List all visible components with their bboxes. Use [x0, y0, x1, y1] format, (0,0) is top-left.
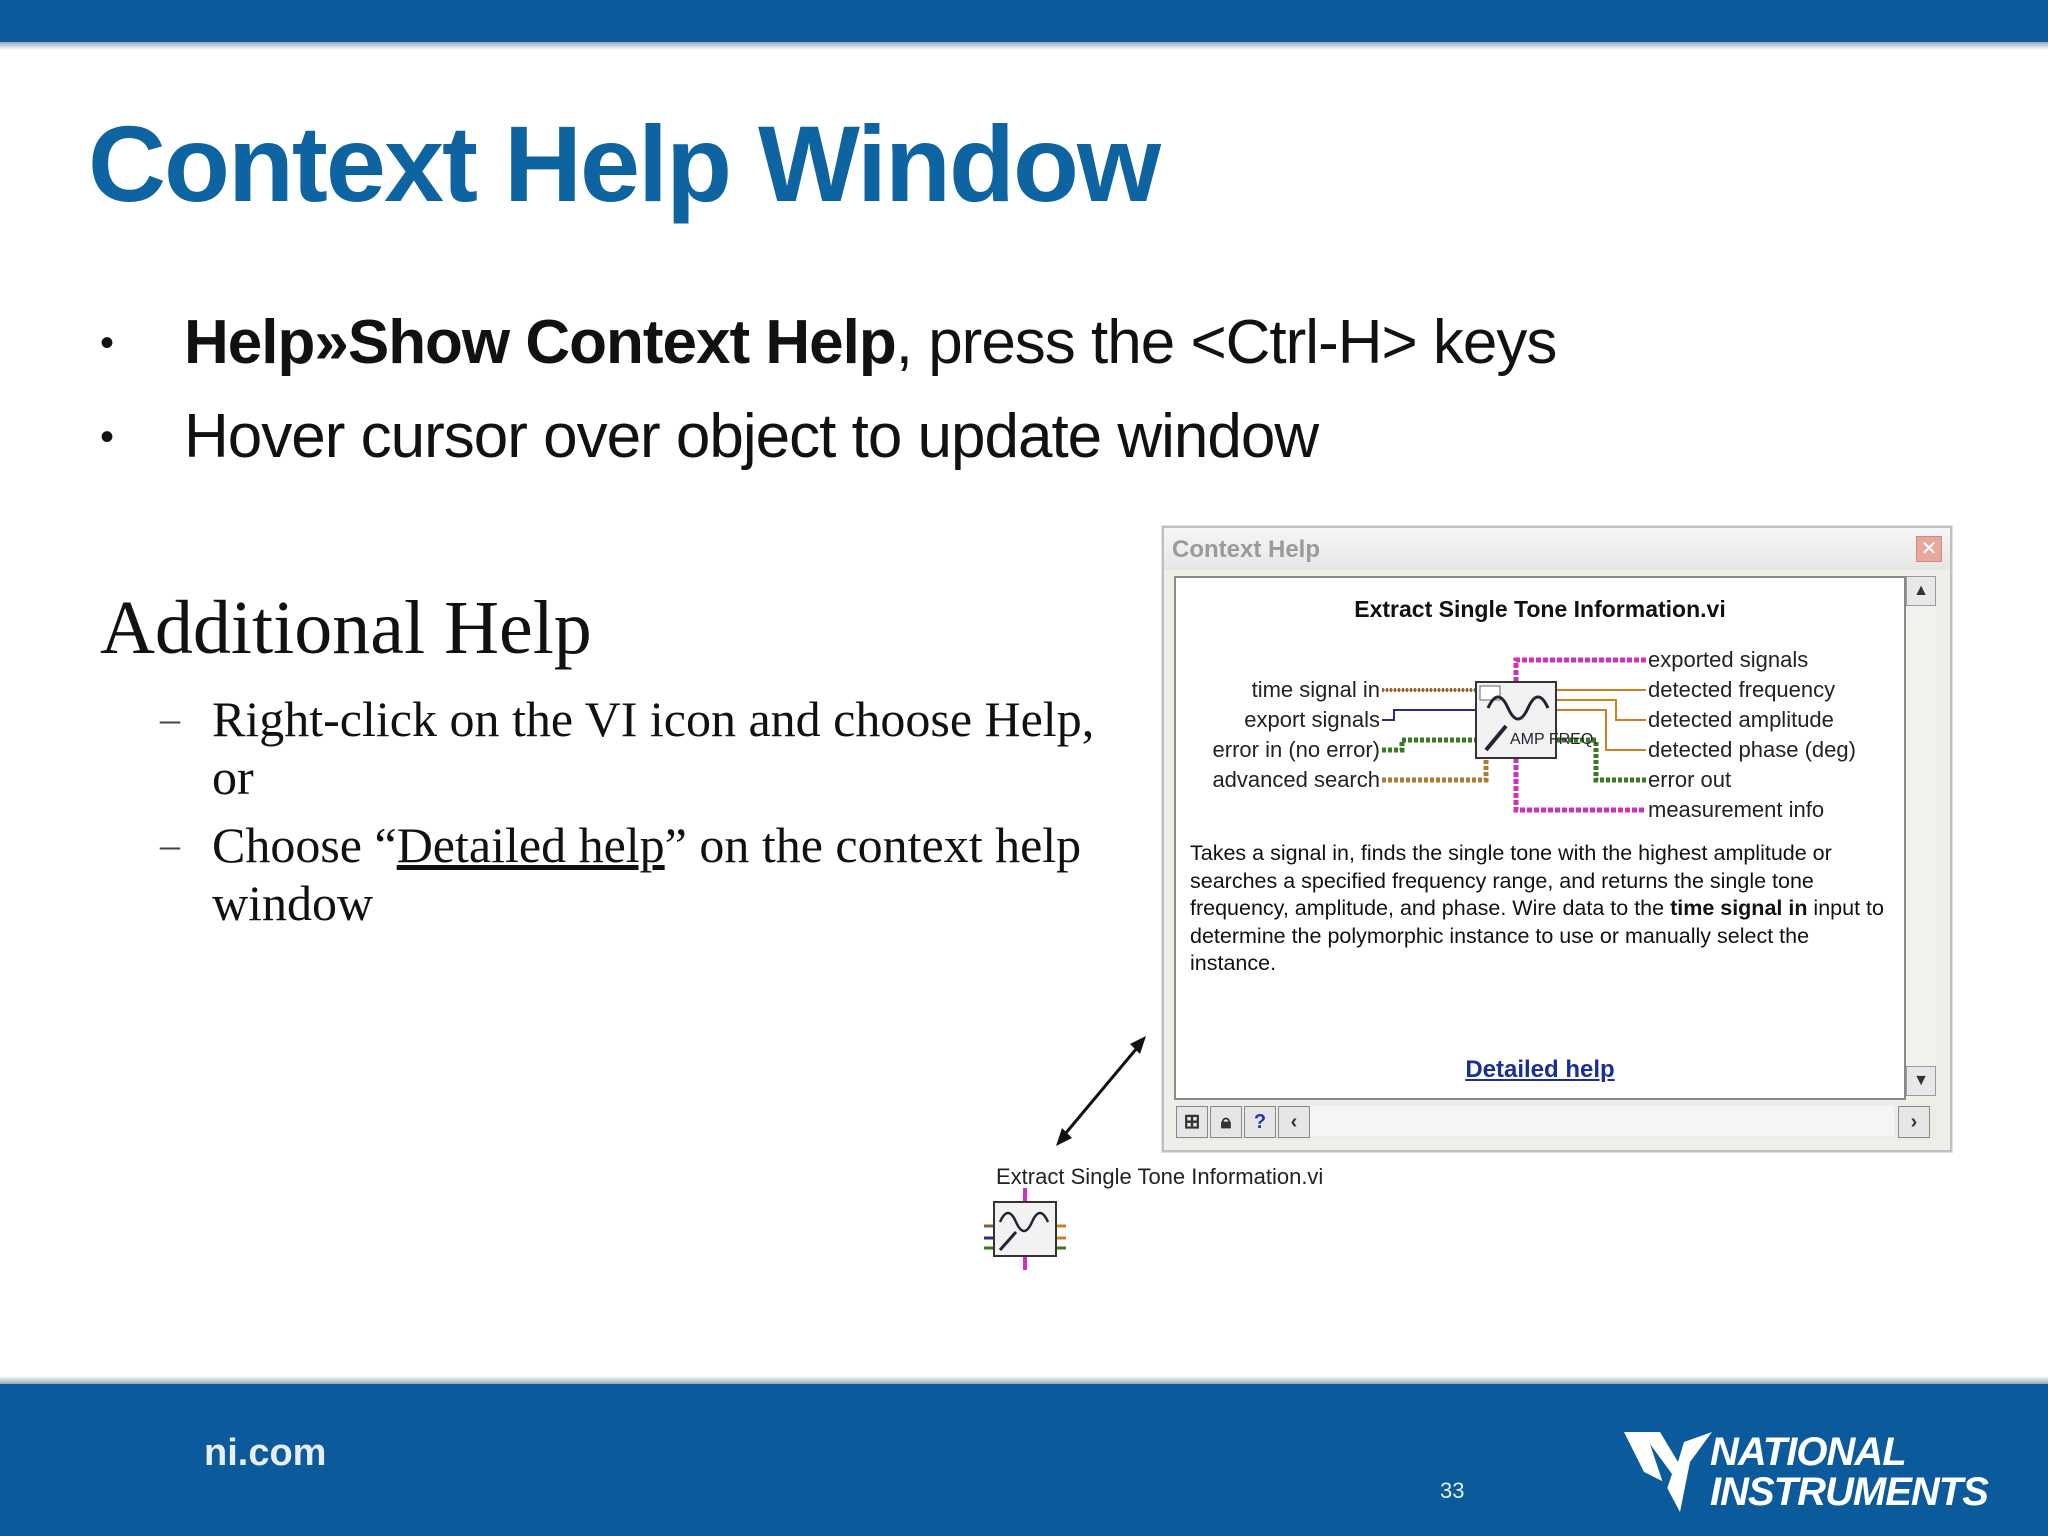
help-question-icon[interactable]: ? [1244, 1106, 1276, 1138]
output-label: detected amplitude [1648, 707, 1834, 732]
context-help-title: Context Help [1172, 536, 1321, 563]
vi-icon[interactable] [980, 1182, 1070, 1272]
detailed-help-link[interactable]: Detailed help [1465, 1056, 1615, 1083]
bullet-bold-text: Help»Show Context Help [184, 308, 896, 377]
output-label: detected frequency [1648, 677, 1836, 702]
ni-logo [1620, 1422, 2000, 1522]
vi-description [1190, 840, 1890, 978]
detailed-help-underlined-text: Detailed help [396, 817, 665, 873]
sub-item-text-pre: Choose “ [212, 817, 397, 873]
vi-name: Extract Single Tone Information.vi [1354, 596, 1726, 622]
lock-icon[interactable]: 🔒︎ [1210, 1106, 1242, 1138]
description-text: Takes a signal in, finds the single tone with the highest amplitude or searches a specified frequency range, and returns the single tone frequency, amplitude, and phase. Wire data to the [1190, 841, 1832, 920]
bullet-text [184, 390, 1318, 484]
scroll-left-icon[interactable]: ‹ [1278, 1106, 1310, 1138]
sub-item-text-post: ” on the context help window [212, 817, 1082, 931]
output-label: error out [1648, 767, 1732, 792]
scroll-right-icon[interactable]: › [1898, 1106, 1930, 1138]
pointer-arrow [1050, 1030, 1170, 1170]
output-label: detected phase (deg) [1648, 737, 1856, 762]
context-help-window [1162, 526, 1952, 1152]
top-bar-shadow [0, 42, 2048, 50]
description-text: input to determine the polymorphic instance to use or manually select the instance. [1190, 896, 1884, 975]
bullet-text [184, 296, 1556, 390]
show-optional-terminals-icon[interactable]: ⊞ [1176, 1106, 1208, 1138]
input-label: time signal in [1251, 677, 1380, 702]
logo-line-2: INSTRUMENTS [1710, 1470, 1988, 1514]
sub-item-text: Right-click on the VI icon and choose Help, or [212, 691, 1095, 805]
context-help-content [1174, 576, 1906, 1100]
input-label: export signals [1244, 707, 1380, 732]
input-label: error in (no error) [1212, 737, 1380, 762]
slide-title: Context Help Window [88, 103, 1159, 224]
dash-icon: – [160, 822, 180, 867]
page-number: 33 [1440, 1478, 1465, 1503]
close-icon[interactable]: ✕ [1916, 536, 1942, 562]
bullet-rest-text: , press the <Ctrl-H> keys [895, 308, 1557, 377]
input-label: advanced search [1212, 767, 1380, 792]
bullet-rest-text: Hover cursor over object to update window [184, 402, 1319, 471]
vi-caption: Extract Single Tone Information.vi [996, 1164, 1324, 1189]
bullet-dot-icon: • [100, 321, 115, 365]
vi-icon-text: AMP FREQ. [1510, 731, 1598, 748]
ni-eagle-icon [1620, 1422, 1720, 1522]
additional-help-heading: Additional Help [100, 586, 592, 670]
description-bold: time signal in [1670, 896, 1808, 920]
logo-line-1: NATIONAL [1710, 1430, 1906, 1474]
footer-site: ni.com [204, 1432, 327, 1474]
scroll-up-icon[interactable]: ▲ [1906, 576, 1936, 606]
sub-item-detailed-help [160, 816, 1132, 932]
scroll-down-icon[interactable]: ▼ [1906, 1066, 1936, 1096]
dash-icon: – [160, 696, 180, 741]
horizontal-scrollbar[interactable] [1310, 1106, 1894, 1136]
bullet-dot-icon: • [100, 415, 115, 459]
context-help-toolbar [1174, 1102, 1936, 1140]
output-label: measurement info [1648, 797, 1825, 822]
output-label: exported signals [1648, 647, 1809, 672]
bottom-bar-shadow [0, 1376, 2048, 1384]
context-help-titlebar[interactable] [1164, 528, 1950, 570]
top-bar [0, 0, 2048, 42]
sub-item-right-click [160, 690, 1112, 806]
vertical-scrollbar[interactable] [1906, 576, 1936, 1096]
